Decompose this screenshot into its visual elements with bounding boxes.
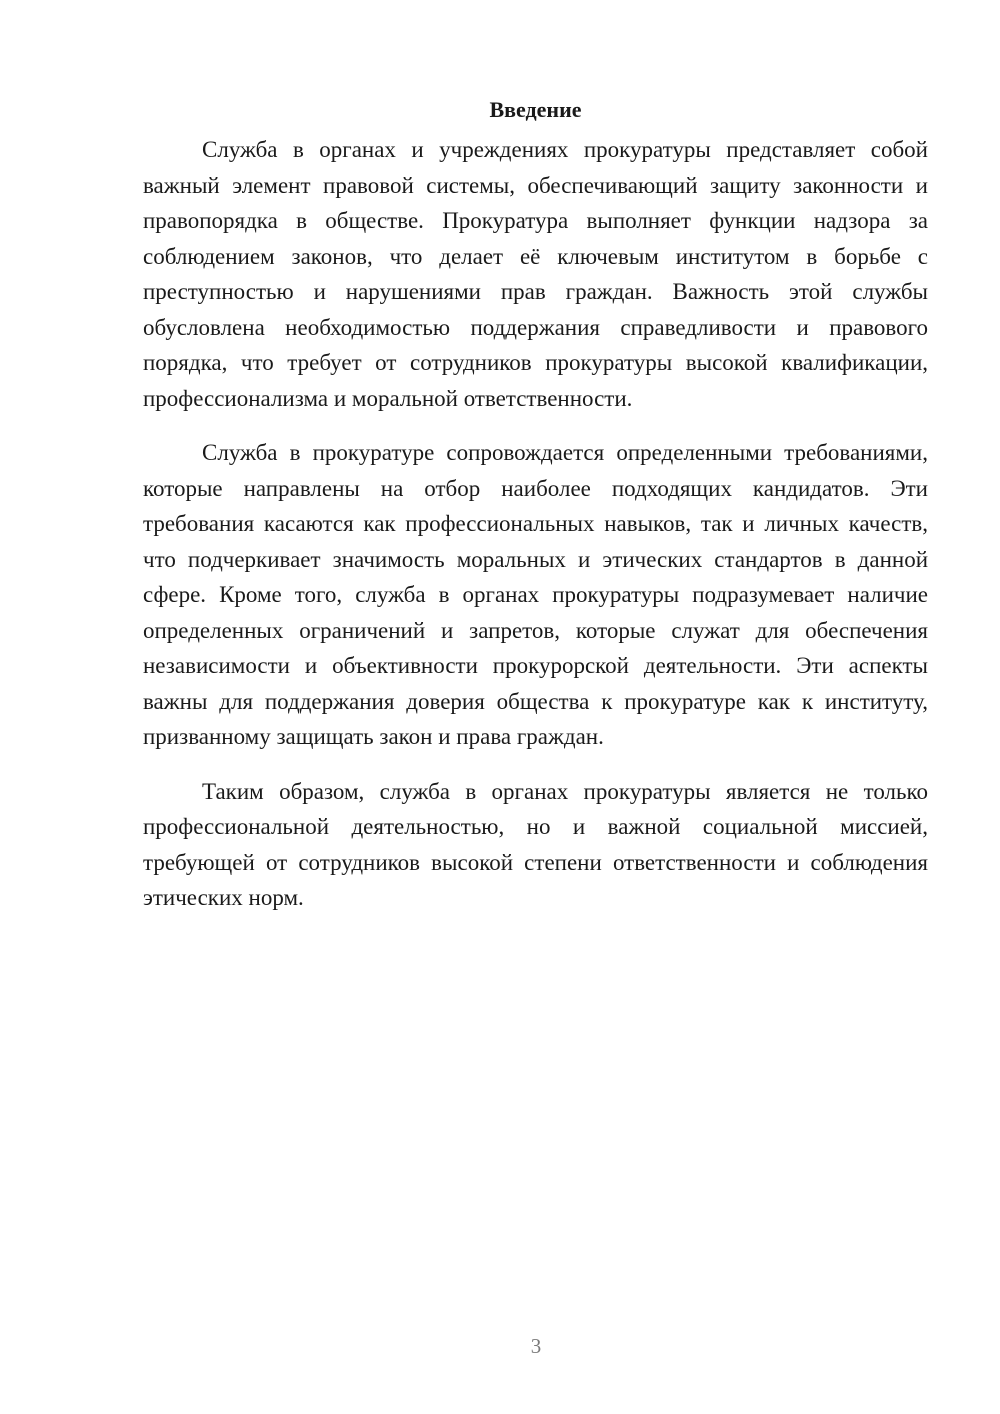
document-body (143, 92, 928, 935)
section-heading: Введение (489, 97, 582, 122)
page-number: 3 (530, 1334, 542, 1358)
paragraph-1: Служба в органах и учреждениях прокуратуры представляет собой важный элемент правовой системы, обеспечивающий защиту законности и правопорядка в обществе. Прокуратура выполняет функции надзора за соблюдением законов, что делает её ключевым институтом в борьбе с преступностью и нарушениями прав граждан. Важность этой службы обусловлена необходимостью поддержания справедливости и правового порядка, что требует от сотрудников прокуратуры высокой квалификации, профессионализма и моральной ответственности. (143, 137, 928, 411)
paragraph-3: Таким образом, служба в органах прокуратуры является не только профессиональной деятельностью, но и важной социальной миссией, требующей от сотрудников высокой степени ответственности и соблюдения этических норм. (143, 778, 928, 910)
paragraph-2: Служба в прокуратуре сопровождается определенными требованиями, которые направлены на отбор наиболее подходящих кандидатов. Эти требования касаются как профессиональных навыков, так и личных качеств, что подчеркивает значимость моральных и этических стандартов в данной сфере. Кроме того, служба в органах прокуратуры подразумевает наличие определенных ограничений и запретов, которые служат для обеспечения независимости и объективности прокурорской деятельности. Эти аспекты важны для поддержания доверия общества к прокуратуре как к институту, призванному защищать закон и права граждан. (143, 440, 928, 749)
